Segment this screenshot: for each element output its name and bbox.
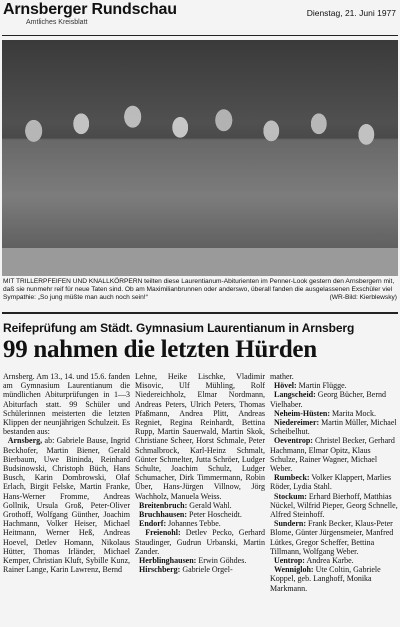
- place-name: Endorf:: [139, 519, 167, 529]
- graduate-names: Gerald Wahl.: [189, 500, 232, 510]
- masthead: [0, 0, 400, 34]
- graduate-names: Lehne, Heike Lischke, Vladimir Misovic, Ulf Mühling, Rolf Niedereichholz, Elmar Nordmann, Andreas Peters, Ulrich Peters, Thomas Pfaßmann, Andrea Plitt, Andreas Regniet, Regina Reinhardt, Bettina Rupp, Martin Sauerwald, Martin Skok, Christiane Scheer, Horst Schmale, Peter Schmalbrock, Karl-Heinz Schmalt, Günter Schmelter, Jutta Schröer, Ludger Schulte, Joachim Schulz, Ludger Schumacher, Dirk Timmermann, Robin Über, Hans-Jürgen Villnow, Jörg Wachholz, Manuela Weiss.: [135, 372, 265, 501]
- graduate-names: Christel Becker, Gerhard Hachmann, Elmar Opitz, Klaus Schulze, Rainer Wagner, Michael Weber.: [270, 436, 395, 474]
- news-photo: [2, 40, 398, 276]
- graduate-names: Georg Bücher, Bernd Vielhaber.: [270, 390, 386, 409]
- graduate-names: Peter Hoscheidt.: [189, 510, 242, 520]
- graduate-names: Johannes Tebbe.: [168, 519, 221, 529]
- article-paragraph: [270, 556, 398, 565]
- section-divider: [2, 312, 398, 314]
- place-name: Sundern:: [274, 519, 307, 529]
- article-paragraph: [135, 510, 265, 519]
- place-name: Langscheid:: [274, 390, 316, 400]
- article-paragraph: [135, 565, 265, 574]
- article-paragraph: [270, 390, 398, 408]
- article-paragraph: [270, 492, 398, 520]
- article-paragraph: [3, 436, 130, 574]
- article-paragraph: [135, 519, 265, 528]
- masthead-divider: [2, 35, 398, 36]
- graduate-names: Marita Mock.: [332, 408, 376, 418]
- graduate-names: mather.: [270, 372, 294, 381]
- article-paragraph: [270, 473, 398, 491]
- article-column-1: [3, 372, 130, 624]
- place-name: Arnsberg,: [7, 436, 43, 446]
- place-name: Bruchhausen:: [139, 510, 188, 520]
- graduate-names: Detlev Pecko, Gerhard Staudinger, Gudrun Urbanski, Martin Zander.: [135, 528, 265, 556]
- article-paragraph: [270, 565, 398, 593]
- graduate-names: Volker Klappert, Marlies Röder, Lydia Stahl.: [270, 473, 392, 492]
- place-name: Neheim-Hüsten:: [274, 408, 330, 418]
- photo-credit: (WR-Bild: Kierblewsky): [329, 294, 397, 301]
- graduate-names: Ute Coltin, Gabriele Koppel, geb. Langhoff, Monika Markmann.: [270, 565, 381, 593]
- article-paragraph: [135, 501, 265, 510]
- article-column-2: [135, 372, 265, 624]
- place-name: Hövel:: [274, 381, 297, 391]
- place-name: Breitenbruch:: [139, 500, 188, 510]
- article-paragraph: [135, 528, 265, 556]
- graduate-names: Martin Flügge.: [298, 381, 347, 391]
- graduate-names: Andrea Karbe.: [306, 556, 354, 566]
- article-paragraph: [135, 556, 265, 565]
- article-paragraph: [270, 409, 398, 418]
- article-paragraph: [270, 418, 398, 436]
- graduate-names: Frank Becker, Klaus-Peter Blome, Günter Jürgensmeier, Manfred Lütkes, Gregor Scheffer, Bettina Tillmann, Wolfgang Weber.: [270, 519, 394, 556]
- place-name: Oeventrop:: [274, 436, 313, 446]
- place-name: Wennigloh:: [274, 565, 314, 575]
- issue-date: Dienstag, 21. Juni 1977: [306, 8, 396, 18]
- graduate-names: Erwin Göhdes.: [198, 556, 247, 566]
- place-name: Freienohl:: [145, 528, 181, 538]
- newspaper-subtitle: Amtliches Kreisblatt: [26, 19, 88, 26]
- place-name: Rumbeck:: [274, 473, 310, 483]
- article-paragraph: [270, 436, 398, 473]
- place-name: Niedereimer:: [274, 418, 320, 428]
- photo-caption: MIT TRILLERPFEIFEN UND KNALLKÖRPERN teilten diese Laurentianum-Abiturienten im Penner-Look gestern den Arnsbergern mit, daß sie nunmehr reif für neue Taten sind. Ob am Maximilianbrunnen oder anderswo, überall fanden die ausgelassenen Exschüler viel Sympathie: „So jung müßte man auch noch sein!“: [3, 278, 395, 301]
- newspaper-title: Arnsberger Rundschau: [3, 1, 177, 18]
- graduate-names: Erhard Bierhoff, Matthias Nückel, Wilfrid Pieper, Georg Schnelle, Alfred Steinhoff.: [270, 491, 398, 520]
- graduate-names: Martin Müller, Michael Scheibelhut.: [270, 418, 397, 437]
- place-name: Stockum:: [274, 491, 307, 501]
- graduate-names: Gabriele Orgel-: [182, 565, 233, 575]
- article-paragraph: [270, 519, 398, 556]
- article-column-3: [270, 372, 398, 624]
- article-intro: Arnsberg. Am 13., 14. und 15.6. fanden am Gymnasium Laurentianum die mündlichen Abiturprüfungen in 1—3 Abiturfach statt. 99 Schüler und Schülerinnen meisterten die letzten Klippen der neunjährigen Schulzeit. Es bestanden aus:: [3, 372, 130, 437]
- graduate-names: ab: Gabriele Bause, Ingrid Beckhofer, Martin Biener, Gerald Bierbaum, Uwe Bininda, Reinhard Budsinowski, Christoph Büch, Hans Busch, Karin Dombrowski, Olaf Erlach, Birgit Felske, Martin Franke, Hans-Werner Fromme, Andreas Gollnik, Ursula Groß, Peter-Oliver Grothoff, Wolfgang Günther, Joachim Hachmann, Volker Heiser, Michael Heitmann, Werner Heß, Andreas Hoevel, Detlev Homann, Nikolaus Hütter, Thomas Irländer, Michael Kemper, Christian Kluft, Sybille Kunz, Rainer Lange, Karin Lawrenz, Bernd: [3, 436, 130, 575]
- place-name: Hirschberg:: [139, 565, 181, 575]
- place-name: Uentrop:: [274, 556, 305, 566]
- place-name: Herblinghausen:: [139, 556, 197, 566]
- article-headline: 99 nahmen die letzten Hürden: [3, 336, 317, 363]
- article-kicker: Reifeprüfung am Städt. Gymnasium Laurentianum in Arnsberg: [3, 321, 355, 335]
- article-paragraph: [270, 381, 398, 390]
- photo-ground: [2, 248, 398, 276]
